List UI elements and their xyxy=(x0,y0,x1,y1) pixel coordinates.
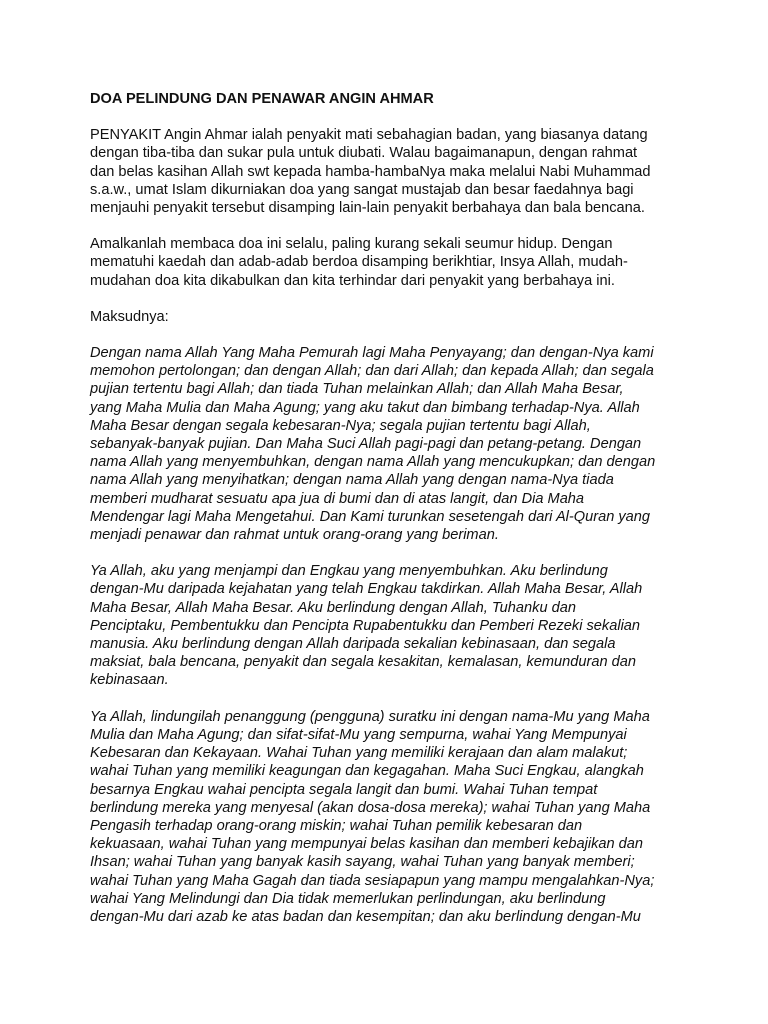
paragraph-line: Mendengar lagi Maha Mengetahui. Dan Kami turunkan sesetengah dari Al-Quran yang xyxy=(90,508,651,525)
paragraph-line: s.a.w., umat Islam dikurniakan doa yang sangat mustajab dan besar faedahnya bagi xyxy=(90,181,634,198)
paragraph xyxy=(90,126,690,217)
paragraph-line: wahai Yang Melindungi dan Dia tidak memerlukan perlindungan, aku berlindung xyxy=(90,890,606,907)
paragraph-line: nama Allah yang menyembuhkan, dengan nama Allah yang mencukupkan; dan dengan xyxy=(90,454,656,471)
document-body xyxy=(90,126,690,926)
paragraph-line: Maha Besar dengan segala kebesaran-Nya; segala pujian tertentu bagi Allah, xyxy=(90,417,591,434)
paragraph-line: dengan-Mu dari azab ke atas badan dan kesempitan; dan aku berlindung dengan-Mu xyxy=(90,908,641,925)
paragraph-line: menjadi penawar dan rahmat untuk orang-orang yang beriman. xyxy=(90,527,499,544)
paragraph-line: Ya Allah, aku yang menjampi dan Engkau yang menyembuhkan. Aku berlindung xyxy=(90,563,608,580)
paragraph-line: Maksudnya: xyxy=(90,308,169,325)
paragraph-line: Mulia dan Maha Agung; dan sifat-sifat-Mu yang sempurna, wahai Yang Mempunyai xyxy=(90,726,627,743)
paragraph-line: Ihsan; wahai Tuhan yang banyak kasih sayang, wahai Tuhan yang banyak memberi; xyxy=(90,854,635,871)
paragraph-line: kekuasaan, wahai Tuhan yang mempunyai belas kasihan dan memberi kebajikan dan xyxy=(90,836,644,853)
paragraph-line: PENYAKIT Angin Ahmar ialah penyakit mati sebahagian badan, yang biasanya datang xyxy=(90,127,648,144)
paragraph-line: kebinasaan. xyxy=(90,672,169,689)
paragraph-line: memohon pertolongan; dan dengan Allah; dan dari Allah; dan kepada Allah; dan segala xyxy=(90,363,654,380)
paragraph-line: dengan-Mu daripada kejahatan yang telah Engkau takdirkan. Allah Maha Besar, Allah xyxy=(90,581,643,598)
paragraph-line: dan belas kasihan Allah swt kepada hamba-hambaNya maka melalui Nabi Muhammad xyxy=(90,163,651,180)
paragraph-line: memberi mudharat sesuatu apa jua di bumi dan di atas langit, dan Dia Maha xyxy=(90,490,585,507)
paragraph-line: mematuhi kaedah dan adab-adab berdoa disamping berikhtiar, Insya Allah, mudah- xyxy=(90,254,628,271)
document-title: DOA PELINDUNG DAN PENAWAR ANGIN AHMAR xyxy=(90,91,434,107)
paragraph-line: wahai Tuhan yang memiliki keagungan dan kegagahan. Maha Suci Engkau, alangkah xyxy=(90,763,644,780)
paragraph-line: wahai Tuhan yang Maha Gagah dan tiada sesiapapun yang mampu mengalahkan-Nya; xyxy=(90,872,655,889)
paragraph-line: Amalkanlah membaca doa ini selalu, paling kurang sekali seumur hidup. Dengan xyxy=(90,236,613,253)
paragraph-line: dengan tiba-tiba dan sukar pula untuk diubati. Walau bagaimanapun, dengan rahmat xyxy=(90,145,638,162)
paragraph-line: berlindung mereka yang menyesal (akan dosa-dosa mereka); wahai Tuhan yang Maha xyxy=(90,799,651,816)
paragraph xyxy=(90,344,690,544)
paragraph-line: maksiat, bala bencana, penyakit dan segala kesakitan, kemalasan, kemunduran dan xyxy=(90,654,636,671)
paragraph-line: manusia. Aku berlindung dengan Allah daripada sekalian kebinasaan, dan segala xyxy=(90,636,616,653)
paragraph-line: pujian tertentu bagi Allah; dan tiada Tuhan melainkan Allah; dan Allah Maha Besar, xyxy=(90,381,624,398)
paragraph xyxy=(90,308,690,326)
paragraph-line: Pengasih terhadap orang-orang miskin; wahai Tuhan pemilik kebesaran dan xyxy=(90,817,583,834)
paragraph-line: mudahan doa kita dikabulkan dan kita terhindar dari penyakit yang berbahaya ini. xyxy=(90,272,615,289)
document-page xyxy=(90,90,690,944)
paragraph-line: yang Maha Mulia dan Maha Agung; yang aku takut dan bimbang terhadap-Nya. Allah xyxy=(90,399,640,416)
paragraph xyxy=(90,708,690,926)
paragraph xyxy=(90,235,690,290)
paragraph-line: nama Allah yang menyihatkan; dengan nama Allah yang dengan nama-Nya tiada xyxy=(90,472,614,489)
paragraph-line: menjauhi penyakit tersebut disamping lain-lain penyakit berbahaya dan bala bencana. xyxy=(90,200,645,217)
paragraph-line: Kebesaran dan Kekayaan. Wahai Tuhan yang memiliki kerajaan dan alam malakut; xyxy=(90,745,628,762)
paragraph-line: besarnya Engkau wahai pencipta segala langit dan bumi. Wahai Tuhan tempat xyxy=(90,781,598,798)
paragraph-line: sebanyak-banyak pujian. Dan Maha Suci Allah pagi-pagi dan petang-petang. Dengan xyxy=(90,436,642,453)
paragraph-line: Dengan nama Allah Yang Maha Pemurah lagi Maha Penyayang; dan dengan-Nya kami xyxy=(90,345,654,362)
paragraph-line: Ya Allah, lindungilah penanggung (pengguna) suratku ini dengan nama-Mu yang Maha xyxy=(90,708,650,725)
paragraph-line: Penciptaku, Pembentukku dan Pencipta Rupabentukku dan Pemberi Rezeki sekalian xyxy=(90,617,641,634)
paragraph xyxy=(90,562,690,689)
paragraph-line: Maha Besar, Allah Maha Besar. Aku berlindung dengan Allah, Tuhanku dan xyxy=(90,599,576,616)
